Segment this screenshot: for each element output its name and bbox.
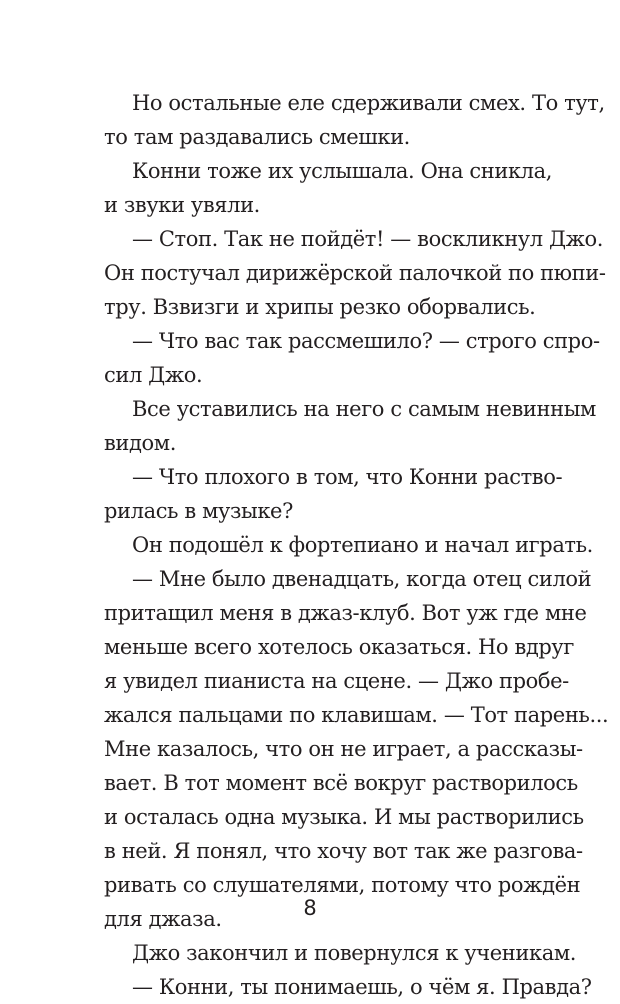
text-line: — Что вас так рассмешило? — строго спро- <box>132 329 600 353</box>
text-line: — Что плохого в том, что Конни раство- <box>132 465 563 489</box>
text-line: и звуки увяли. <box>104 193 260 217</box>
text-line: Джо закончил и повернулся к ученикам. <box>132 941 577 965</box>
text-line: — Конни, ты понимаешь, о чём я. Правда? <box>132 975 592 999</box>
text-line: для джаза. <box>104 907 222 931</box>
text-line: то там раздавались смешки. <box>104 125 410 149</box>
text-line: ривать со слушателями, потому что рождён <box>104 873 581 897</box>
text-line: притащил меня в джаз-клуб. Вот уж где мне <box>104 601 587 625</box>
text-line: меньше всего хотелось оказаться. Но вдруг <box>104 635 574 659</box>
text-line: сил Джо. <box>104 363 203 387</box>
text-line: тру. Взвизги и хрипы резко оборвались. <box>104 295 536 319</box>
text-line: Но остальные еле сдерживали смех. То тут, <box>132 91 605 115</box>
text-line: я увидел пианиста на сцене. — Джо пробе- <box>104 669 569 693</box>
text-line: жался пальцами по клавишам. — Тот парень... <box>104 703 609 727</box>
text-line: — Стоп. Так не пойдёт! — воскликнул Джо. <box>132 227 604 251</box>
text-line: Мне казалось, что он не играет, а рассказы- <box>104 737 583 761</box>
text-line: и осталась одна музыка. И мы растворились <box>104 805 584 829</box>
text-line: Конни тоже их услышала. Она сникла, <box>132 159 553 183</box>
text-line: Он постучал дирижёрской палочкой по пюпи- <box>104 261 606 285</box>
text-line: Все уставились на него с самым невинным <box>132 397 596 421</box>
text-line: — Мне было двенадцать, когда отец силой <box>132 567 592 591</box>
text-line: рилась в музыке? <box>104 499 293 523</box>
text-line: вает. В тот момент всё вокруг растворилось <box>104 771 578 795</box>
body-text <box>104 86 609 1004</box>
text-line: Он подошёл к фортепиано и начал играть. <box>132 533 593 557</box>
page-number: 8 <box>303 896 317 920</box>
text-line: в ней. Я понял, что хочу вот так же разгова- <box>104 839 583 863</box>
text-line: видом. <box>104 431 177 455</box>
